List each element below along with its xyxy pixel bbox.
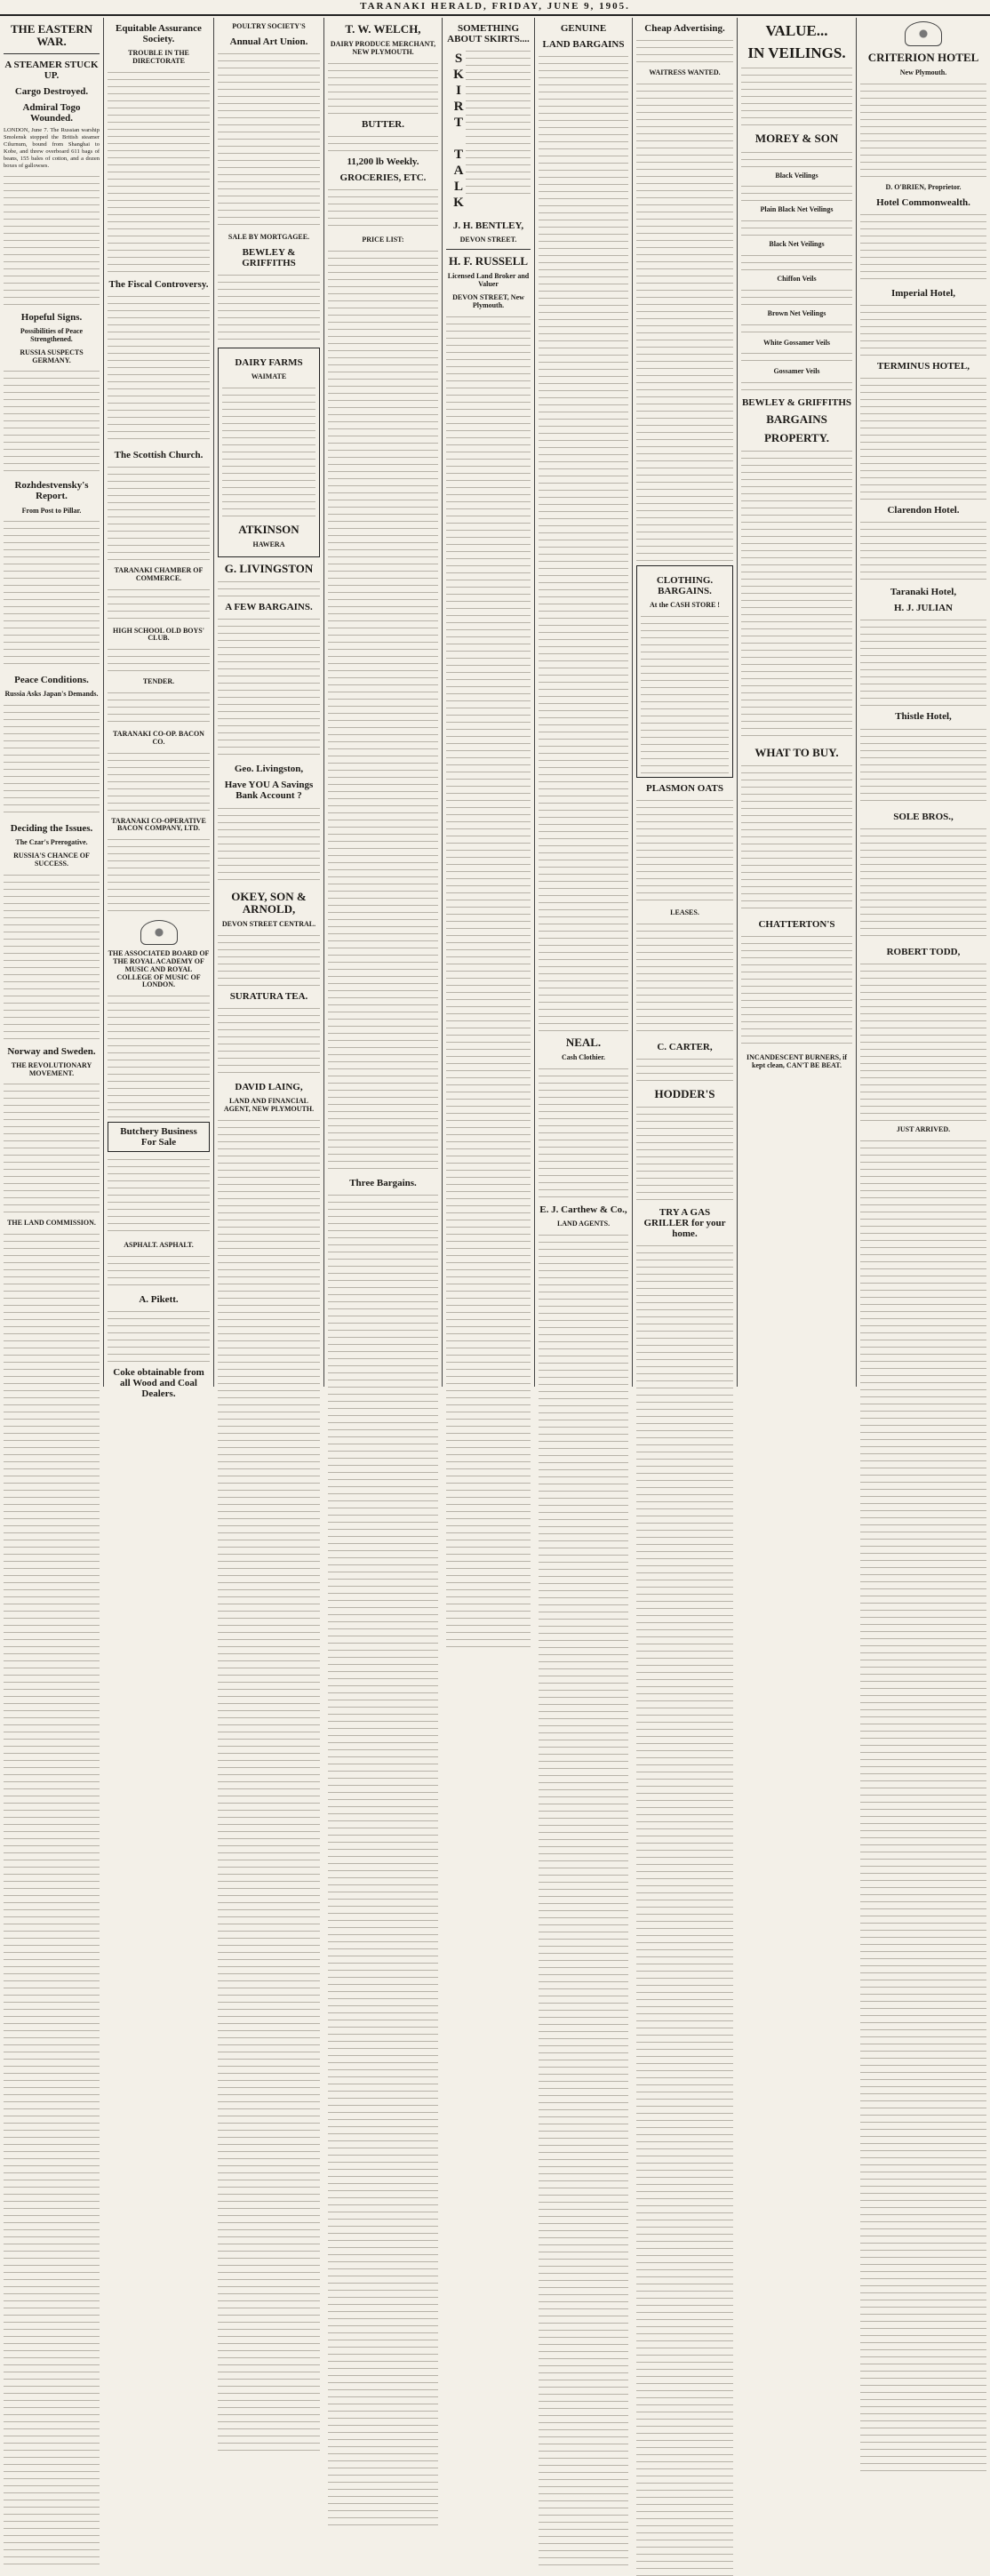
body-text <box>108 293 210 444</box>
body-text <box>636 1104 733 1202</box>
body-text <box>860 1138 986 2471</box>
ad-headline: TERMINUS HOTEL, <box>877 361 970 372</box>
body-text <box>741 933 852 1049</box>
ad-headline: G. LIVINGSTON <box>224 561 314 575</box>
body-text <box>4 368 100 475</box>
article-body: LONDON, June 7. The Russian warship Smolensk stopped the British steamer Cilurnum, bound from Shanghai to Kobe, and threw overboard 611 bags of beans, 155 bales of cotton, and a dozen boxes of gallowses. <box>4 127 100 170</box>
column-cheap-advertising <box>633 18 738 1387</box>
ad-headline: DAIRY FARMS <box>235 356 303 368</box>
ad-subheading: At the CASH STORE ! <box>650 601 720 610</box>
headline: Norway and Sweden. <box>7 1045 96 1057</box>
body-text <box>741 149 852 167</box>
body-text <box>741 183 852 201</box>
ad-subheading: WAIMATE <box>251 372 287 380</box>
column-assurance <box>104 18 214 1400</box>
body-text <box>108 690 210 725</box>
product-heading: Plain Black Net Veilings <box>760 205 834 214</box>
body-text <box>4 173 100 307</box>
ad-subheading: New Plymouth. <box>899 68 947 77</box>
ad-headline: PROPERTY. <box>763 430 830 444</box>
headline: Admiral Togo Wounded. <box>22 101 81 124</box>
column-welch <box>324 18 443 1387</box>
ad-subheading: D. O'BRIEN, Proprietor. <box>885 183 962 192</box>
ad-headline: CLOTHING. BARGAINS. <box>656 574 714 596</box>
subheading: The Czar's Prerogative. <box>15 838 88 847</box>
body-text <box>860 519 986 581</box>
column-skirts <box>443 18 535 1387</box>
body-text <box>860 961 986 1121</box>
ad-headline: ASPHALT. ASPHALT. <box>124 1241 194 1250</box>
article-title: THE EASTERN WAR. <box>10 22 93 49</box>
body-text <box>108 1156 210 1236</box>
ad-headline: LAND BARGAINS <box>542 39 625 51</box>
headline: Deciding the Issues. <box>10 823 93 835</box>
body-text <box>636 797 733 904</box>
ad-headline: WHAT TO BUY. <box>754 745 839 759</box>
ad-headline: ROBERT TODD, <box>886 946 961 957</box>
body-text <box>636 37 733 64</box>
ad-subheading: DAIRY PRODUCE MERCHANT, NEW PLYMOUTH. <box>330 40 436 57</box>
body-text <box>328 1192 438 2525</box>
headline: Hopeful Signs. <box>20 312 83 324</box>
ad-headline: BEWLEY & GRIFFITHS <box>242 246 296 268</box>
subheading: HIGH SCHOOL OLD BOYS' CLUB. <box>113 626 204 643</box>
ad-headline: GENUINE <box>560 23 607 34</box>
ad-headline: GROCERIES, ETC. <box>339 172 427 184</box>
ad-headline: H. F. RUSSELL <box>448 254 529 268</box>
column-poultry-farms <box>214 18 324 1387</box>
body-text <box>741 350 852 363</box>
column-veilings <box>738 18 857 1387</box>
body-text <box>222 385 315 518</box>
ad-subheading: DEVON STREET, New Plymouth. <box>452 292 524 309</box>
ad-headline: IN VEILINGS. <box>747 44 846 61</box>
classified-ads <box>636 81 733 561</box>
skirt-talk-title: SKIRT TALK <box>451 52 466 212</box>
divider <box>446 249 531 250</box>
body-text <box>636 921 733 1036</box>
body-text <box>108 587 210 622</box>
subheading: From Post to Pillar. <box>21 506 82 515</box>
body-text <box>860 617 986 706</box>
headline: Peace Conditions. <box>14 675 89 686</box>
headline: The Scottish Church. <box>114 449 204 460</box>
headline: The Fiscal Controversy. <box>108 278 209 290</box>
ad-subheading: DEVON STREET. <box>459 236 517 244</box>
ad-headline: Taranaki Hotel, <box>890 587 957 598</box>
ad-subheading: LAND AND FINANCIAL AGENT, NEW PLYMOUTH. <box>223 1097 315 1113</box>
ad-headline: Butchery Business For Sale <box>108 1122 210 1152</box>
body-text <box>218 616 320 758</box>
ad-headline: TRY A GAS GRILLER for your home. <box>643 1207 726 1240</box>
ad-headline: SURATURA TEA. <box>229 990 308 1002</box>
body-text <box>741 380 852 392</box>
subheading: TARANAKI CO-OP. BACON CO. <box>113 729 204 746</box>
body-text <box>741 448 852 741</box>
divider <box>4 53 100 54</box>
body-text <box>741 763 852 914</box>
body-text <box>108 750 210 812</box>
body-text <box>741 287 852 305</box>
body-text <box>108 69 210 274</box>
ad-headline: Imperial Hotel, <box>890 287 956 299</box>
ad-headline: Hotel Commonwealth. <box>876 196 970 208</box>
ad-headline: Thistle Hotel, <box>895 711 952 723</box>
ad-headline: Have YOU A Savings Bank Account ? <box>224 780 314 802</box>
product-heading: Black Net Veilings <box>769 240 825 249</box>
subheading: Russia Asks Japan's Demands. <box>4 690 99 699</box>
ad-headline: MOREY & SON <box>754 132 839 146</box>
section-title: Cheap Advertising. <box>644 23 725 34</box>
subheading: RUSSIA'S CHANCE OF SUCCESS. <box>13 852 90 868</box>
body-text <box>466 48 531 199</box>
subheading: LEASES. <box>670 908 699 916</box>
ad-headline: OKEY, SON & ARNOLD, <box>231 889 307 916</box>
body-text <box>108 1308 210 1362</box>
ad-headline: Clarendon Hotel. <box>887 505 960 516</box>
ad-headline: BUTTER. <box>362 118 404 130</box>
subheading: THE REVOLUTIONARY MOVEMENT. <box>11 1060 92 1077</box>
column-eastern-war <box>0 18 104 1387</box>
ad-headline: Three Bargains. <box>349 1177 417 1188</box>
land-listings <box>539 53 628 1031</box>
subheading: THE ASSOCIATED BOARD OF THE ROYAL ACADEMY OF MUSIC AND ROYAL COLLEGE OF MUSIC OF LONDON. <box>108 949 210 989</box>
ad-headline: E. J. Carthew & Co., <box>539 1204 627 1216</box>
body-text <box>218 805 320 885</box>
ad-subheading: PRICE LIST: <box>362 236 404 244</box>
body-text <box>741 252 852 270</box>
ad-headline: Geo. Livingston, <box>234 764 304 775</box>
ad-headline: A FEW BARGAINS. <box>225 602 313 613</box>
body-text <box>218 51 320 228</box>
royal-crest-icon <box>905 21 942 46</box>
body-text <box>4 872 100 1041</box>
body-text <box>218 932 320 986</box>
body-text <box>641 613 729 773</box>
body-text <box>860 826 986 941</box>
ad-subheading: LAND AGENTS. <box>556 1220 611 1228</box>
product-heading: Black Veilings <box>775 171 818 180</box>
masthead: TARANAKI HERALD, FRIDAY, JUNE 9, 1905. <box>0 0 990 16</box>
ad-headline: INCANDESCENT BURNERS, if kept clean, CAN'T BE BEAT. <box>746 1053 847 1070</box>
ad-headline: SOMETHING ABOUT SKIRTS.... <box>447 23 530 45</box>
column-hotels <box>857 18 990 1387</box>
dairy-farms-ad <box>218 348 320 557</box>
product-heading: Gossamer Veils <box>773 367 820 376</box>
subheading: SALE BY MORTGAGEE. <box>228 232 310 241</box>
ad-headline: A. Pikett. <box>139 1294 179 1306</box>
ad-headline: BEWLEY & GRIFFITHS <box>741 397 852 409</box>
subheading: RUSSIA SUSPECTS GERMANY. <box>20 348 84 364</box>
body-text <box>4 518 100 669</box>
body-text <box>328 60 438 114</box>
body-text <box>860 81 986 179</box>
headline: Rozhdestvensky's Report. <box>14 480 89 502</box>
body-text <box>741 218 852 236</box>
product-heading: Chiffon Veils <box>777 275 817 284</box>
body-text <box>4 702 100 818</box>
subheading: Possibilities of Peace Strengthened. <box>20 327 84 343</box>
ad-headline: PLASMON OATS <box>646 782 723 794</box>
ad-headline: BARGAINS <box>766 412 827 427</box>
ad-headline: HODDER'S <box>654 1086 715 1100</box>
ad-headline: 11,200 lb Weekly. <box>347 156 419 167</box>
body-text <box>218 1005 320 1076</box>
body-text <box>328 187 438 231</box>
ad-headline: T. W. WELCH, <box>345 22 421 36</box>
subheading: THE LAND COMMISSION. <box>7 1219 96 1228</box>
ad-headline: VALUE... <box>765 22 828 39</box>
ad-headline: C. CARTER, <box>657 1041 713 1052</box>
body-text <box>328 133 438 151</box>
ad-headline: Coke obtainable from all Wood and Coal Dealers. <box>113 1367 204 1400</box>
body-text <box>539 1232 628 2565</box>
body-text <box>108 646 210 673</box>
ad-headline: CRITERION HOTEL <box>867 51 979 64</box>
subheading: TROUBLE IN THE DIRECTORATE <box>128 49 189 65</box>
body-text <box>636 1056 733 1083</box>
ad-headline: H. J. JULIAN <box>893 603 953 614</box>
subheading: WAITRESS WANTED. <box>649 68 721 77</box>
price-list <box>328 248 438 1172</box>
subheading: TARANAKI CHAMBER OF COMMERCE. <box>114 565 204 582</box>
subheading: TENDER. <box>142 677 175 686</box>
headline: Cargo Destroyed. <box>14 85 89 97</box>
product-heading: White Gossamer Veils <box>763 338 830 347</box>
ad-headline: CHATTERTON'S <box>758 919 835 931</box>
body-text <box>108 993 210 1117</box>
body-text <box>4 1231 100 2564</box>
land-listings <box>446 314 531 1647</box>
skirt-talk-ad <box>446 48 531 215</box>
ad-subheading: Licensed Land Broker and Valuer <box>447 272 530 289</box>
royal-crest-icon <box>140 920 178 945</box>
product-heading: Brown Net Veilings <box>767 308 826 317</box>
body-text <box>218 1117 320 2451</box>
ad-subheading: Cash Clothier. <box>561 1053 606 1062</box>
ad-headline: POULTRY SOCIETY'S <box>232 22 306 30</box>
body-text <box>860 212 986 283</box>
body-text <box>860 375 986 500</box>
article-title: Equitable Assurance Society. <box>116 23 202 45</box>
headline: A STEAMER STUCK UP. <box>4 59 99 81</box>
subheading: TARANAKI CO-OPERATIVE BACON COMPANY, LTD. <box>111 816 206 833</box>
body-text <box>108 464 210 562</box>
ad-headline: DAVID LAING, <box>235 1082 303 1093</box>
body-text <box>741 65 852 127</box>
clothing-ad <box>636 565 733 778</box>
column-land-bargains <box>535 18 633 1387</box>
body-text <box>218 579 320 596</box>
body-text <box>4 1081 100 1214</box>
ad-headline: J. H. BENTLEY, <box>452 220 524 232</box>
body-text <box>741 322 852 334</box>
ad-headline: NEAL. <box>565 1036 602 1050</box>
body-text <box>108 836 210 916</box>
body-text <box>108 1253 210 1289</box>
body-text <box>636 1243 733 2576</box>
body-text <box>860 726 986 806</box>
body-text <box>860 302 986 356</box>
ad-subheading: DEVON STREET CENTRAL. <box>221 920 316 929</box>
ad-headline: SOLE BROS., <box>893 811 954 822</box>
ad-headline: ATKINSON <box>238 522 299 536</box>
ad-subheading: JUST ARRIVED. <box>896 1124 951 1133</box>
ad-headline: Annual Art Union. <box>229 36 308 47</box>
body-text <box>218 272 320 343</box>
body-text <box>539 1066 628 1199</box>
ad-subheading: HAWERA <box>252 540 285 549</box>
